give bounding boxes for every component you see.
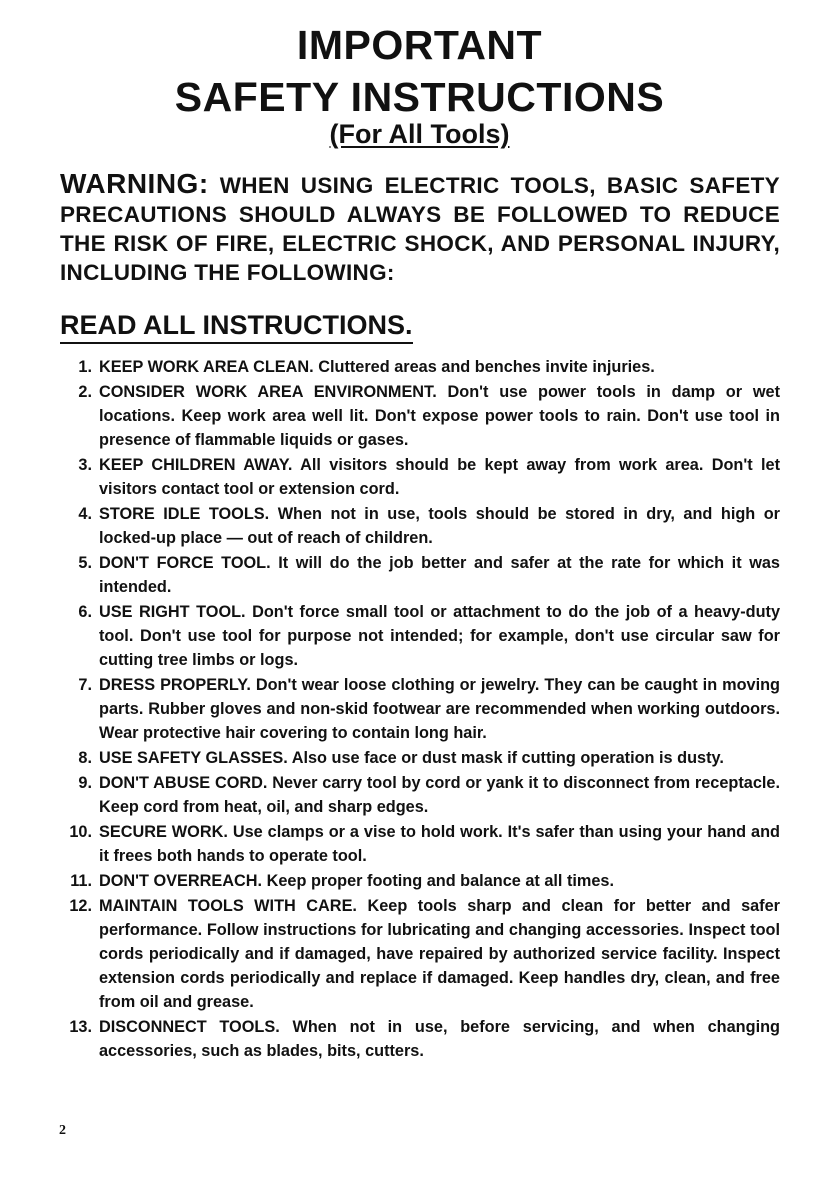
instruction-number: 3. bbox=[78, 456, 92, 474]
instruction-lead: DON'T ABUSE CORD. bbox=[99, 774, 268, 792]
instruction-item bbox=[60, 673, 780, 745]
instruction-number: 7. bbox=[78, 676, 92, 694]
instruction-text: All visitors should be kept away from work area. Don't let visitors contact tool or extension cord. bbox=[99, 456, 780, 498]
instruction-text: Don't wear loose clothing or jewelry. They can be caught in moving parts. Rubber gloves and non-skid footwear are recommended when working outdoors. Wear protective hair covering to contain long hair. bbox=[99, 676, 781, 742]
instruction-text: Keep tools sharp and clean for better and safer performance. Follow instructions for lubricating and changing accessories. Inspect tool cords periodically and if damaged, have repaired by authorized service facility. Inspect extension cords periodically and replace if damaged. Keep handles dry, clean, and free from oil and grease. bbox=[99, 897, 780, 1011]
instruction-lead: DON'T FORCE TOOL. bbox=[99, 554, 271, 572]
instruction-number: 5. bbox=[78, 554, 92, 572]
subtitle-text: (For All Tools) bbox=[329, 119, 510, 149]
instruction-text: Don't use power tools in damp or wet locations. Keep work area well lit. Don't expose power tools to rain. Don't use tool in presence of flammable liquids or gases. bbox=[99, 383, 780, 449]
instruction-item bbox=[60, 453, 780, 501]
instruction-number: 13. bbox=[69, 1018, 92, 1036]
instruction-text: Cluttered areas and benches invite injuries. bbox=[318, 358, 655, 376]
instruction-number: 4. bbox=[78, 505, 92, 523]
instruction-item bbox=[60, 820, 780, 868]
instruction-text: When not in use, tools should be stored in dry, and high or locked-up place — out of reach of children. bbox=[99, 505, 781, 547]
instruction-lead: DRESS PROPERLY. bbox=[99, 676, 251, 694]
instruction-number: 9. bbox=[78, 774, 92, 792]
instruction-item bbox=[60, 869, 780, 893]
instruction-item bbox=[60, 551, 780, 599]
instruction-text: Never carry tool by cord or yank it to disconnect from receptacle. Keep cord from heat, oil, and sharp edges. bbox=[99, 774, 780, 816]
instruction-number: 10. bbox=[69, 823, 92, 841]
instruction-number: 12. bbox=[69, 897, 92, 915]
instruction-item bbox=[60, 380, 780, 452]
instruction-lead: DON'T OVERREACH. bbox=[99, 872, 263, 890]
instruction-lead: SECURE WORK. bbox=[99, 823, 228, 841]
instruction-item bbox=[60, 771, 780, 819]
page-title-line2: SAFETY INSTRUCTIONS bbox=[174, 74, 665, 120]
instruction-text: Use clamps or a vise to hold work. It's safer than using your hand and it frees both hands to operate tool. bbox=[99, 823, 780, 865]
instruction-item bbox=[60, 502, 780, 550]
instruction-text: When not in use, before servicing, and when changing accessories, such as blades, bits, cutters. bbox=[99, 1018, 780, 1060]
instruction-text: It will do the job better and safer at the rate for which it was intended. bbox=[99, 554, 780, 596]
warning-label: WARNING: bbox=[60, 168, 209, 199]
page-subtitle bbox=[0, 118, 839, 150]
instruction-list bbox=[60, 355, 780, 1064]
instruction-text: Also use face or dust mask if cutting operation is dusty. bbox=[291, 749, 724, 767]
instruction-lead: KEEP CHILDREN AWAY. bbox=[99, 456, 293, 474]
page-title-line1: IMPORTANT bbox=[296, 22, 543, 68]
instruction-lead: KEEP WORK AREA CLEAN. bbox=[99, 358, 314, 376]
instruction-item bbox=[60, 600, 780, 672]
instruction-item bbox=[60, 746, 780, 770]
instruction-item bbox=[60, 894, 780, 1014]
instruction-number: 6. bbox=[78, 603, 92, 621]
instruction-text: Keep proper footing and balance at all times. bbox=[266, 872, 615, 890]
instruction-lead: CONSIDER WORK AREA ENVIRONMENT. bbox=[99, 383, 437, 401]
instruction-lead: USE SAFETY GLASSES. bbox=[99, 749, 288, 767]
instruction-number: 2. bbox=[78, 383, 92, 401]
instruction-lead: DISCONNECT TOOLS. bbox=[99, 1018, 280, 1036]
instruction-text: Don't force small tool or attachment to do the job of a heavy-duty tool. Don't use tool for purpose not intended; for example, don't use circular saw for cutting tree limbs or logs. bbox=[99, 603, 781, 669]
page-number: 2 bbox=[59, 1123, 66, 1138]
instruction-number: 11. bbox=[70, 872, 92, 890]
warning-block bbox=[60, 169, 780, 287]
instruction-item bbox=[60, 1015, 780, 1063]
instruction-lead: USE RIGHT TOOL. bbox=[99, 603, 246, 621]
instruction-item bbox=[60, 355, 780, 379]
instruction-lead: STORE IDLE TOOLS. bbox=[99, 505, 270, 523]
warning-text: WHEN USING ELECTRIC TOOLS, BASIC SAFETY PRECAUTIONS SHOULD ALWAYS BE FOLLOWED TO REDUCE THE RISK OF FIRE, ELECTRIC SHOCK, AND PERSONAL INJURY, INCLUDING THE FOLLOWING: bbox=[60, 173, 780, 285]
instruction-number: 8. bbox=[78, 749, 92, 767]
instruction-number: 1. bbox=[78, 358, 92, 376]
instruction-lead: MAINTAIN TOOLS WITH CARE. bbox=[99, 897, 357, 915]
section-heading: READ ALL INSTRUCTIONS. bbox=[60, 308, 413, 344]
